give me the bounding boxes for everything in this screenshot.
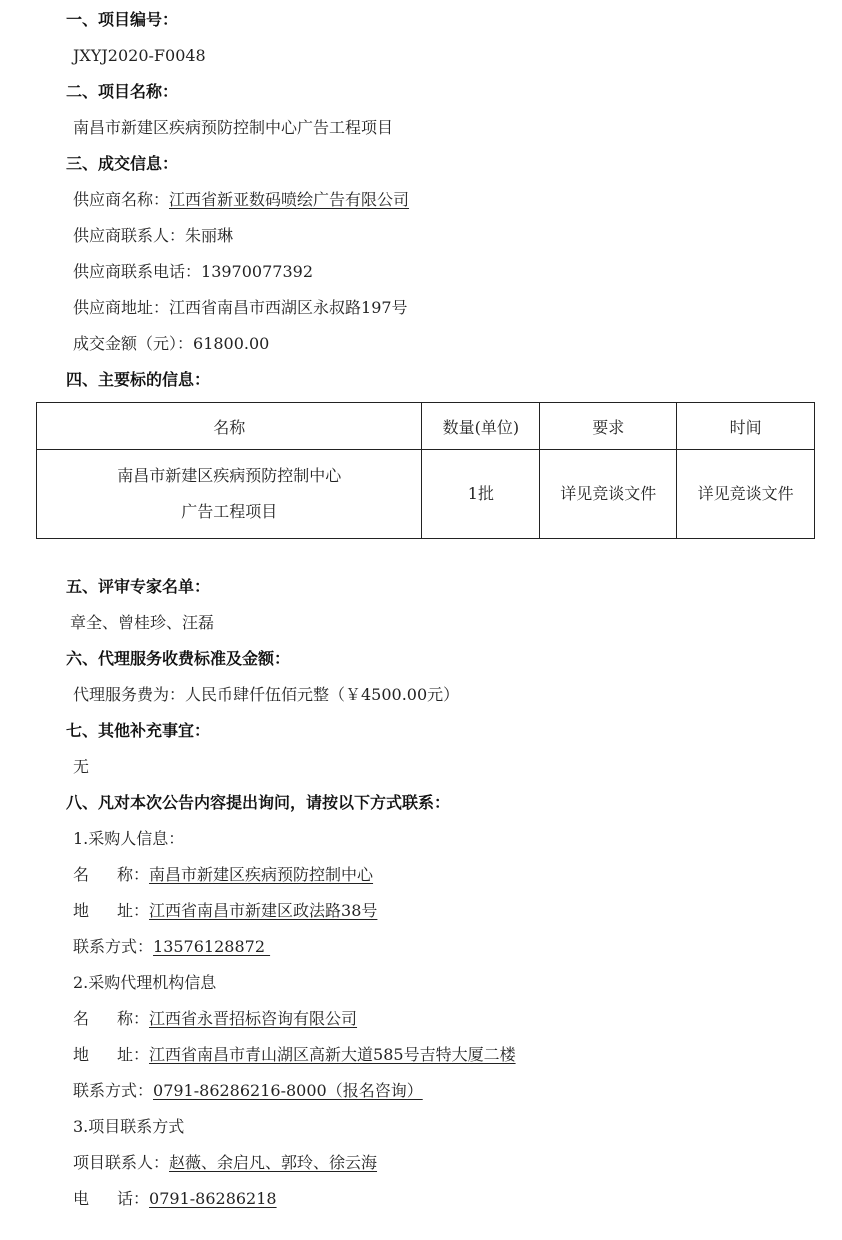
section-3-heading: 三、成交信息： bbox=[66, 154, 179, 173]
purchaser-address-row bbox=[73, 900, 377, 922]
cell-quantity: 1批 bbox=[422, 450, 540, 539]
header-time: 时间 bbox=[677, 403, 815, 450]
agency-address-label-1: 地 bbox=[73, 1045, 90, 1064]
section-6-heading: 六、代理服务收费标准及金额： bbox=[66, 649, 291, 668]
project-contact-title: 3.项目联系方式 bbox=[73, 1117, 185, 1136]
supplier-contact: 朱丽琳 bbox=[185, 226, 234, 245]
supplier-name-label: 供应商名称： bbox=[73, 190, 170, 209]
supplier-contact-label: 供应商联系人： bbox=[73, 226, 186, 245]
header-name: 名称 bbox=[37, 403, 422, 450]
project-phone-row bbox=[73, 1188, 277, 1210]
purchaser-contact-label: 联系方式： bbox=[73, 937, 154, 956]
cell-time: 详见竞谈文件 bbox=[677, 450, 815, 539]
purchaser-name-label-2: 称： bbox=[117, 865, 150, 884]
deal-amount: 61800.00 bbox=[193, 334, 270, 353]
agency-fee: 代理服务费为：人民币肆仟伍佰元整（￥4500.00元） bbox=[73, 685, 460, 704]
other-matters: 无 bbox=[73, 757, 90, 776]
agency-name-label-2: 称： bbox=[117, 1009, 150, 1028]
section-5-heading: 五、评审专家名单： bbox=[66, 577, 211, 596]
supplier-phone-label: 供应商联系电话： bbox=[73, 262, 202, 281]
cell-requirement: 详见竞谈文件 bbox=[540, 450, 677, 539]
project-name: 南昌市新建区疾病预防控制中心广告工程项目 bbox=[73, 118, 394, 137]
purchaser-address-label-1: 地 bbox=[73, 901, 90, 920]
project-phone: 0791-86286218 bbox=[149, 1189, 277, 1208]
cell-name-line2: 广告工程项目 bbox=[181, 502, 278, 521]
supplier-address-label: 供应商地址： bbox=[73, 298, 170, 317]
agency-contact-row bbox=[73, 1080, 423, 1102]
expert-list: 章全、曾桂珍、汪磊 bbox=[70, 613, 215, 632]
agency-name-label-1: 名 bbox=[73, 1009, 90, 1028]
section-7-heading: 七、其他补充事宜： bbox=[66, 721, 211, 740]
agency-address-row bbox=[73, 1044, 516, 1066]
section-4-heading: 四、主要标的信息： bbox=[66, 370, 211, 389]
project-contacts: 赵薇、余启凡、郭玲、徐云海 bbox=[169, 1153, 378, 1172]
section-2-heading: 二、项目名称： bbox=[66, 82, 179, 101]
subject-info-table bbox=[36, 402, 815, 539]
deal-amount-row bbox=[73, 333, 269, 355]
table-header-row bbox=[37, 403, 815, 450]
supplier-address-row bbox=[73, 297, 408, 319]
supplier-contact-row bbox=[73, 225, 233, 247]
cell-name bbox=[37, 450, 422, 539]
purchaser-contact: 13576128872 bbox=[153, 937, 271, 956]
supplier-phone: 13970077392 bbox=[201, 262, 313, 281]
supplier-name-row bbox=[73, 189, 409, 211]
project-number: JXYJ2020-F0048 bbox=[73, 46, 206, 65]
agency-address-label-2: 址： bbox=[117, 1045, 150, 1064]
purchaser-name-label-1: 名 bbox=[73, 865, 90, 884]
purchaser-name: 南昌市新建区疾病预防控制中心 bbox=[149, 865, 374, 884]
section-1-heading: 一、项目编号： bbox=[66, 10, 179, 29]
project-phone-label-2: 话： bbox=[117, 1189, 150, 1208]
table-row bbox=[37, 450, 815, 539]
agency-contact-label: 联系方式： bbox=[73, 1081, 154, 1100]
purchaser-title: 1.采购人信息： bbox=[73, 829, 185, 848]
purchaser-name-row bbox=[73, 864, 373, 886]
project-phone-label-1: 电 bbox=[73, 1189, 90, 1208]
cell-name-line1: 南昌市新建区疾病预防控制中心 bbox=[117, 466, 342, 485]
agency-contact: 0791-86286216-8000（报名咨询） bbox=[153, 1081, 423, 1100]
header-quantity: 数量(单位) bbox=[422, 403, 540, 450]
purchaser-contact-row bbox=[73, 936, 270, 958]
deal-amount-label: 成交金额（元）： bbox=[73, 334, 194, 353]
supplier-name: 江西省新亚数码喷绘广告有限公司 bbox=[169, 190, 410, 209]
purchaser-address-label-2: 址： bbox=[117, 901, 150, 920]
header-requirement: 要求 bbox=[540, 403, 677, 450]
project-contacts-row bbox=[73, 1152, 377, 1174]
agency-title: 2.采购代理机构信息 bbox=[73, 973, 217, 992]
purchaser-address: 江西省南昌市新建区政法路38号 bbox=[149, 901, 378, 920]
agency-name-row bbox=[73, 1008, 357, 1030]
agency-name: 江西省永晋招标咨询有限公司 bbox=[149, 1009, 358, 1028]
project-contacts-label: 项目联系人： bbox=[73, 1153, 170, 1172]
supplier-address: 江西省南昌市西湖区永叔路197号 bbox=[169, 298, 408, 317]
section-8-heading: 八、凡对本次公告内容提出询问，请按以下方式联系： bbox=[66, 793, 451, 812]
supplier-phone-row bbox=[73, 261, 313, 283]
agency-address: 江西省南昌市青山湖区高新大道585号吉特大厦二楼 bbox=[149, 1045, 516, 1064]
